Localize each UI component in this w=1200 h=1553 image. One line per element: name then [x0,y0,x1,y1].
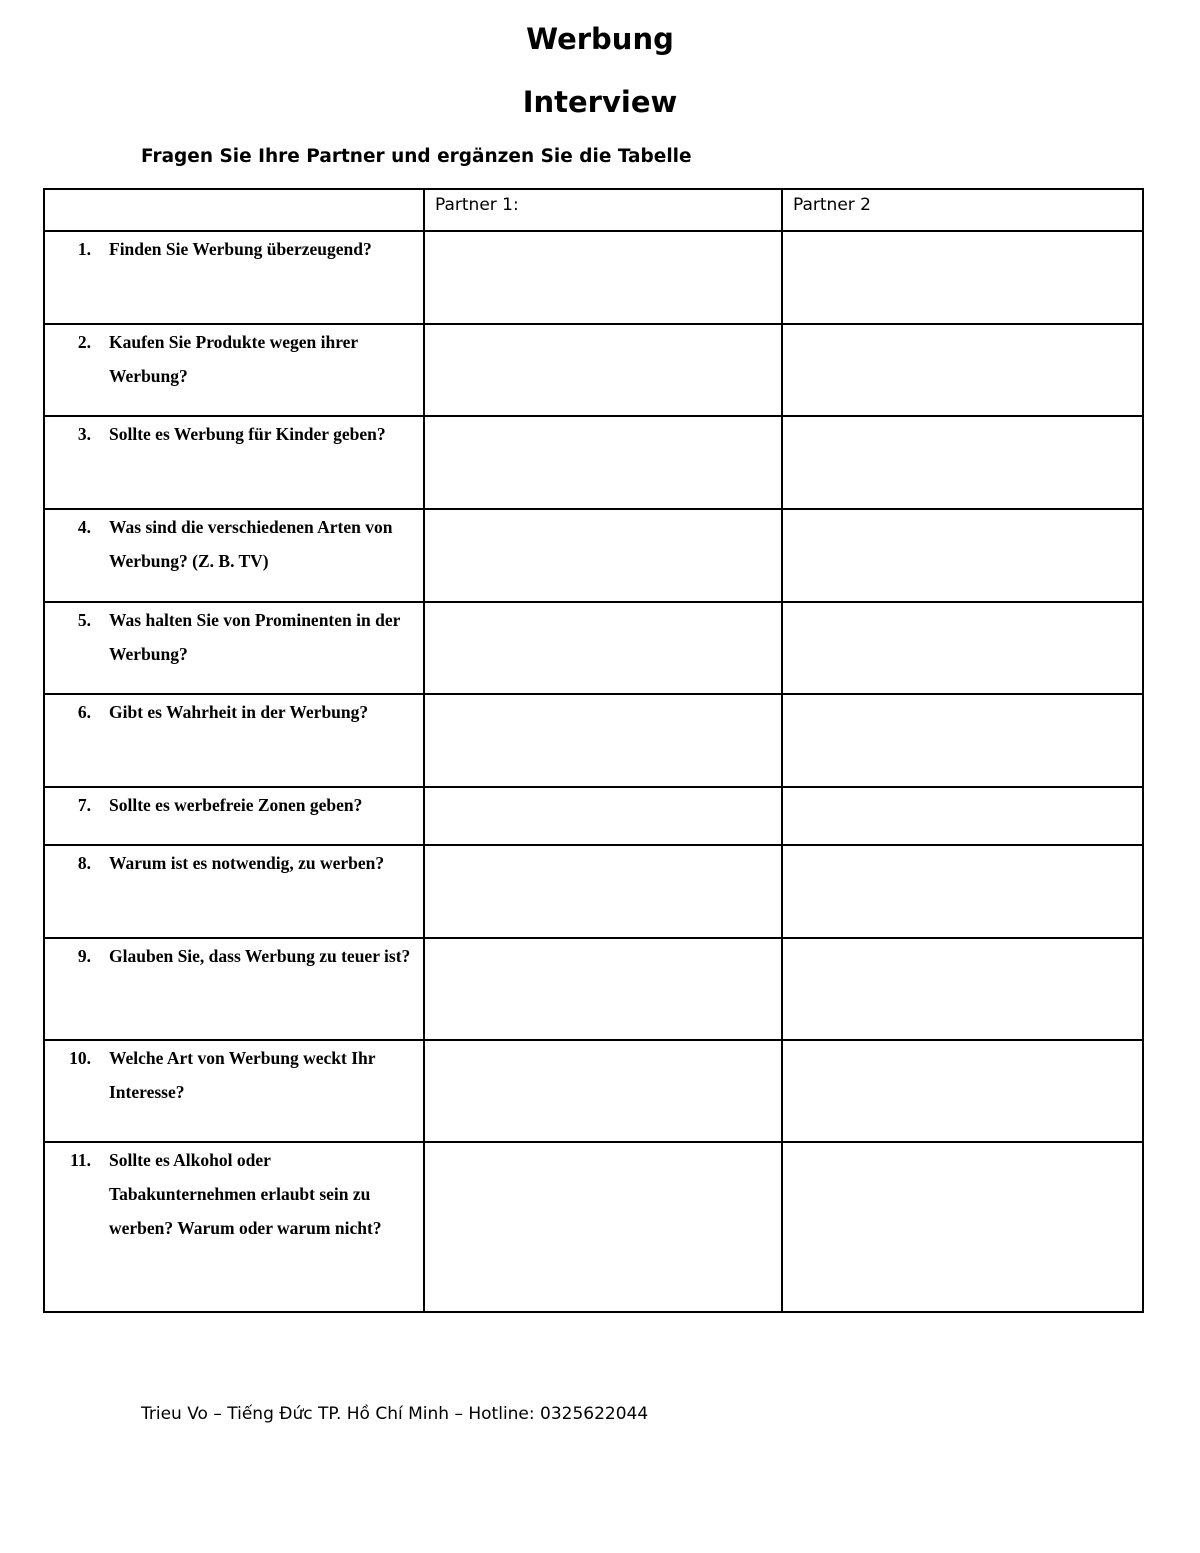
question-number: 5. [77,610,91,630]
question-cell [44,324,424,416]
question-text: Sollte es Werbung für Kinder geben? [109,424,386,444]
table-row [44,845,1143,938]
answer-cell-partner-2[interactable] [782,694,1143,787]
table-row [44,694,1143,787]
question-number: 2. [77,332,91,352]
question-text: Glauben Sie, dass Werbung zu teuer ist? [109,946,411,966]
question-cell [44,694,424,787]
question-text: Kaufen Sie Produkte wegen ihrer Werbung? [109,332,358,386]
answer-cell-partner-1[interactable] [424,845,782,938]
question-number: 7. [77,795,91,815]
document-title: Werbung [526,22,674,56]
table-row [44,602,1143,694]
question-text: Finden Sie Werbung überzeugend? [109,239,372,259]
question-number: 8. [77,853,91,873]
answer-cell-partner-2[interactable] [782,1142,1143,1312]
answer-cell-partner-1[interactable] [424,602,782,694]
question-cell [44,602,424,694]
answer-cell-partner-2[interactable] [782,416,1143,509]
question-text: Sollte es Alkohol oder Tabakunternehmen erlaubt sein zu werben? Warum oder warum nicht? [109,1150,382,1238]
question-text: Welche Art von Werbung weckt Ihr Interesse? [109,1048,376,1102]
question-number: 9. [77,946,91,966]
document-subtitle: Interview [522,85,678,119]
question-cell [44,231,424,324]
question-text: Warum ist es notwendig, zu werben? [109,853,385,873]
question-number: 4. [77,517,91,537]
table-row [44,416,1143,509]
question-cell [44,1040,424,1142]
footer-text: Trieu Vo – Tiếng Đức TP. Hồ Chí Minh – Hotline: 0325622044 [141,1404,649,1424]
answer-cell-partner-1[interactable] [424,938,782,1040]
answer-cell-partner-2[interactable] [782,324,1143,416]
answer-cell-partner-2[interactable] [782,845,1143,938]
table-row [44,509,1143,602]
answer-cell-partner-1[interactable] [424,787,782,845]
question-text: Was halten Sie von Prominenten in der Werbung? [109,610,401,664]
answer-cell-partner-1[interactable] [424,231,782,324]
question-number: 6. [77,702,91,722]
table-row [44,787,1143,845]
table-row [44,231,1143,324]
question-text: Sollte es werbefreie Zonen geben? [109,795,363,815]
question-text: Was sind die verschiedenen Arten von Werbung? (Z. B. TV) [109,517,393,571]
question-number: 3. [77,424,91,444]
answer-cell-partner-2[interactable] [782,602,1143,694]
answer-cell-partner-1[interactable] [424,324,782,416]
question-text: Gibt es Wahrheit in der Werbung? [109,702,369,722]
table-row [44,324,1143,416]
answer-cell-partner-2[interactable] [782,938,1143,1040]
question-cell [44,938,424,1040]
table-row [44,1040,1143,1142]
question-number: 10. [69,1048,91,1068]
header-cell-empty [44,189,424,231]
question-cell [44,416,424,509]
table-row [44,1142,1143,1312]
interview-table [43,188,1144,1313]
table-row [44,938,1143,1040]
answer-cell-partner-1[interactable] [424,694,782,787]
answer-cell-partner-2[interactable] [782,509,1143,602]
question-number: 1. [77,239,91,259]
table-header-row [44,189,1143,231]
answer-cell-partner-1[interactable] [424,416,782,509]
instruction-text: Fragen Sie Ihre Partner und ergänzen Sie die Tabelle [141,146,692,167]
answer-cell-partner-2[interactable] [782,1040,1143,1142]
answer-cell-partner-1[interactable] [424,509,782,602]
question-cell [44,845,424,938]
answer-cell-partner-2[interactable] [782,231,1143,324]
answer-cell-partner-1[interactable] [424,1040,782,1142]
answer-cell-partner-2[interactable] [782,787,1143,845]
header-cell-partner-1: Partner 1: [424,189,782,231]
question-cell [44,1142,424,1312]
header-cell-partner-2: Partner 2 [782,189,1143,231]
answer-cell-partner-1[interactable] [424,1142,782,1312]
question-cell [44,509,424,602]
question-number: 11. [70,1150,91,1170]
question-cell [44,787,424,845]
